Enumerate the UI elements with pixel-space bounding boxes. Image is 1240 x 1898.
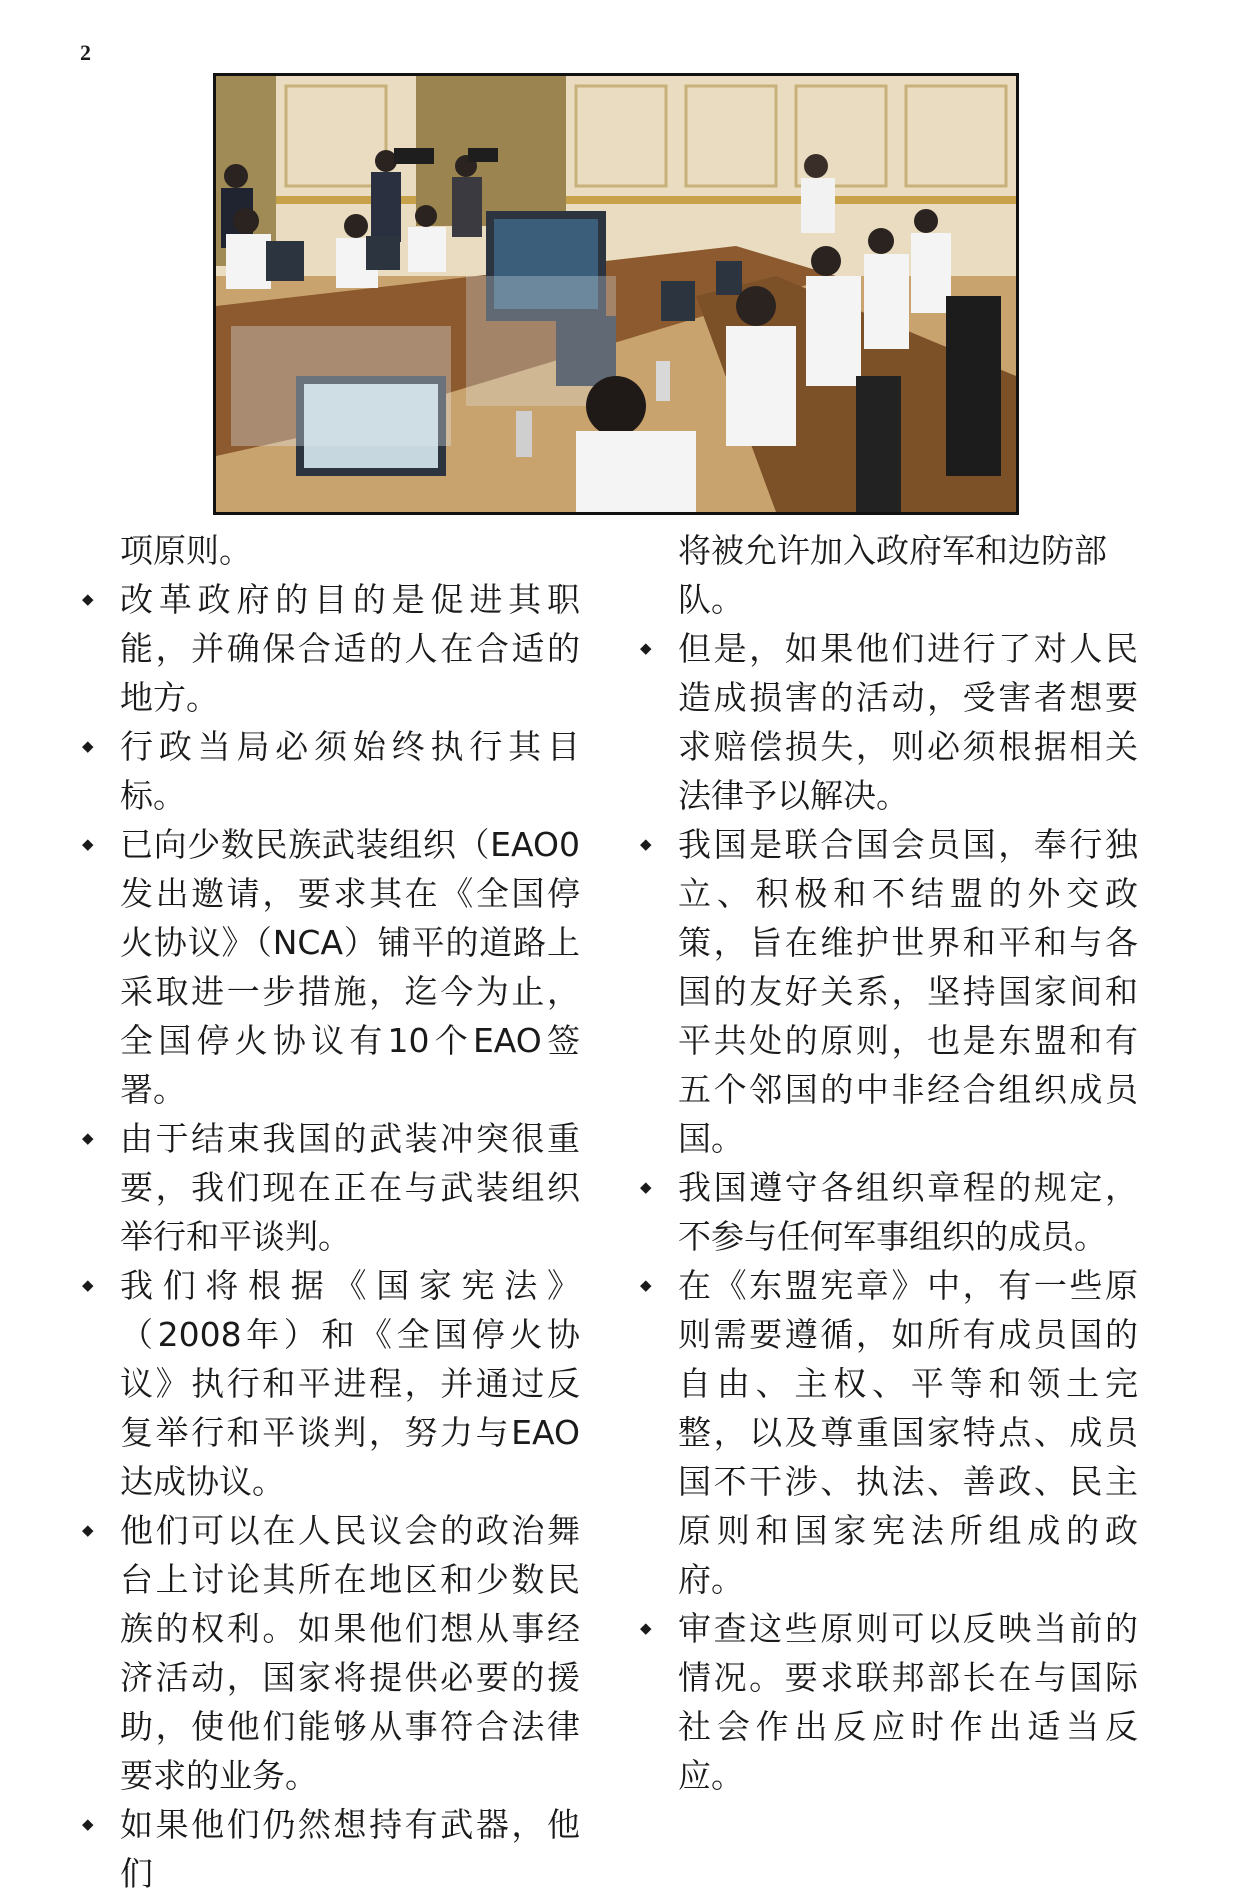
bullet-item xyxy=(638,1604,1138,1800)
bullet-icon: ◆ xyxy=(82,1815,94,1833)
bullet-icon: ◆ xyxy=(640,639,652,657)
continued-text xyxy=(638,526,1138,624)
bullet-icon: ◆ xyxy=(82,835,94,853)
page-number: 2 xyxy=(80,40,91,65)
item-text: 如果他们仍然想持有武器，他们 xyxy=(120,1805,580,1893)
bullet-item xyxy=(638,624,1138,820)
bullet-icon: ◆ xyxy=(82,1276,94,1294)
item-text: 但是，如果他们进行了对人民造成损害的活动，受害者想要求赔偿损失，则必须根据相关法律予以解决。 xyxy=(678,629,1138,815)
bullet-icon: ◆ xyxy=(82,590,94,608)
bullet-icon: ◆ xyxy=(640,1178,652,1196)
item-text: 由于结束我国的武装冲突很重要，我们现在正在与武装组织举行和平谈判。 xyxy=(120,1119,580,1256)
bullet-icon: ◆ xyxy=(82,1521,94,1539)
bullet-icon: ◆ xyxy=(640,1276,652,1294)
bullet-item xyxy=(80,820,580,1114)
bullet-item xyxy=(80,575,580,722)
item-text: 我们将根据《国家宪法》（2008年）和《全国停火协议》执行和平进程，并通过反复举行和平谈判，努力与EAO达成协议。 xyxy=(120,1266,580,1501)
meeting-photo-icon xyxy=(216,76,1016,512)
bullet-icon: ◆ xyxy=(82,737,94,755)
meeting-photo xyxy=(213,73,1019,515)
bullet-item xyxy=(638,820,1138,1163)
bullet-icon: ◆ xyxy=(640,835,652,853)
continued-text xyxy=(80,526,580,575)
bullet-item xyxy=(80,1114,580,1261)
item-text: 在《东盟宪章》中，有一些原则需要遵循，如所有成员国的自由、主权、平等和领土完整，以及尊重国家特点、成员国不干涉、执法、善政、民主原则和国家宪法所组成的政府。 xyxy=(678,1266,1138,1599)
bullet-item xyxy=(80,1261,580,1506)
item-text: 审查这些原则可以反映当前的情况。要求联邦部长在与国际社会作出反应时作出适当反应。 xyxy=(678,1609,1138,1795)
item-text: 我国是联合国会员国，奉行独立、积极和不结盟的外交政策，旨在维护世界和平和与各国的友好关系，坚持国家间和平共处的原则，也是东盟和有五个邻国的中非经合组织成员国。 xyxy=(678,825,1138,1158)
bullet-item xyxy=(638,1163,1138,1261)
bullet-item xyxy=(80,722,580,820)
item-text: 行政当局必须始终执行其目标。 xyxy=(120,727,580,815)
item-text: 改革政府的目的是促进其职能，并确保合适的人在合适的地方。 xyxy=(120,580,580,717)
bullet-icon: ◆ xyxy=(640,1619,652,1637)
item-text: 他们可以在人民议会的政治舞台上讨论其所在地区和少数民族的权利。如果他们想从事经济活动，国家将提供必要的援助，使他们能够从事符合法律要求的业务。 xyxy=(120,1511,580,1795)
bullet-item xyxy=(80,1800,580,1898)
item-text: 项原则。 xyxy=(120,531,252,570)
item-text: 已向少数民族武装组织（EAO0发出邀请，要求其在《全国停火协议》（NCA）铺平的道路上采取进一步措施，迄今为止，全国停火协议有10个EAO签署。 xyxy=(120,825,580,1109)
bullet-item xyxy=(80,1506,580,1800)
left-column xyxy=(80,526,580,1898)
item-text: 我国遵守各组织章程的规定，不参与任何军事组织的成员。 xyxy=(678,1168,1138,1256)
bullet-item xyxy=(638,1261,1138,1604)
item-text: 将被允许加入政府军和边防部队。 xyxy=(678,531,1107,619)
bullet-icon: ◆ xyxy=(82,1129,94,1147)
right-column xyxy=(638,526,1138,1800)
